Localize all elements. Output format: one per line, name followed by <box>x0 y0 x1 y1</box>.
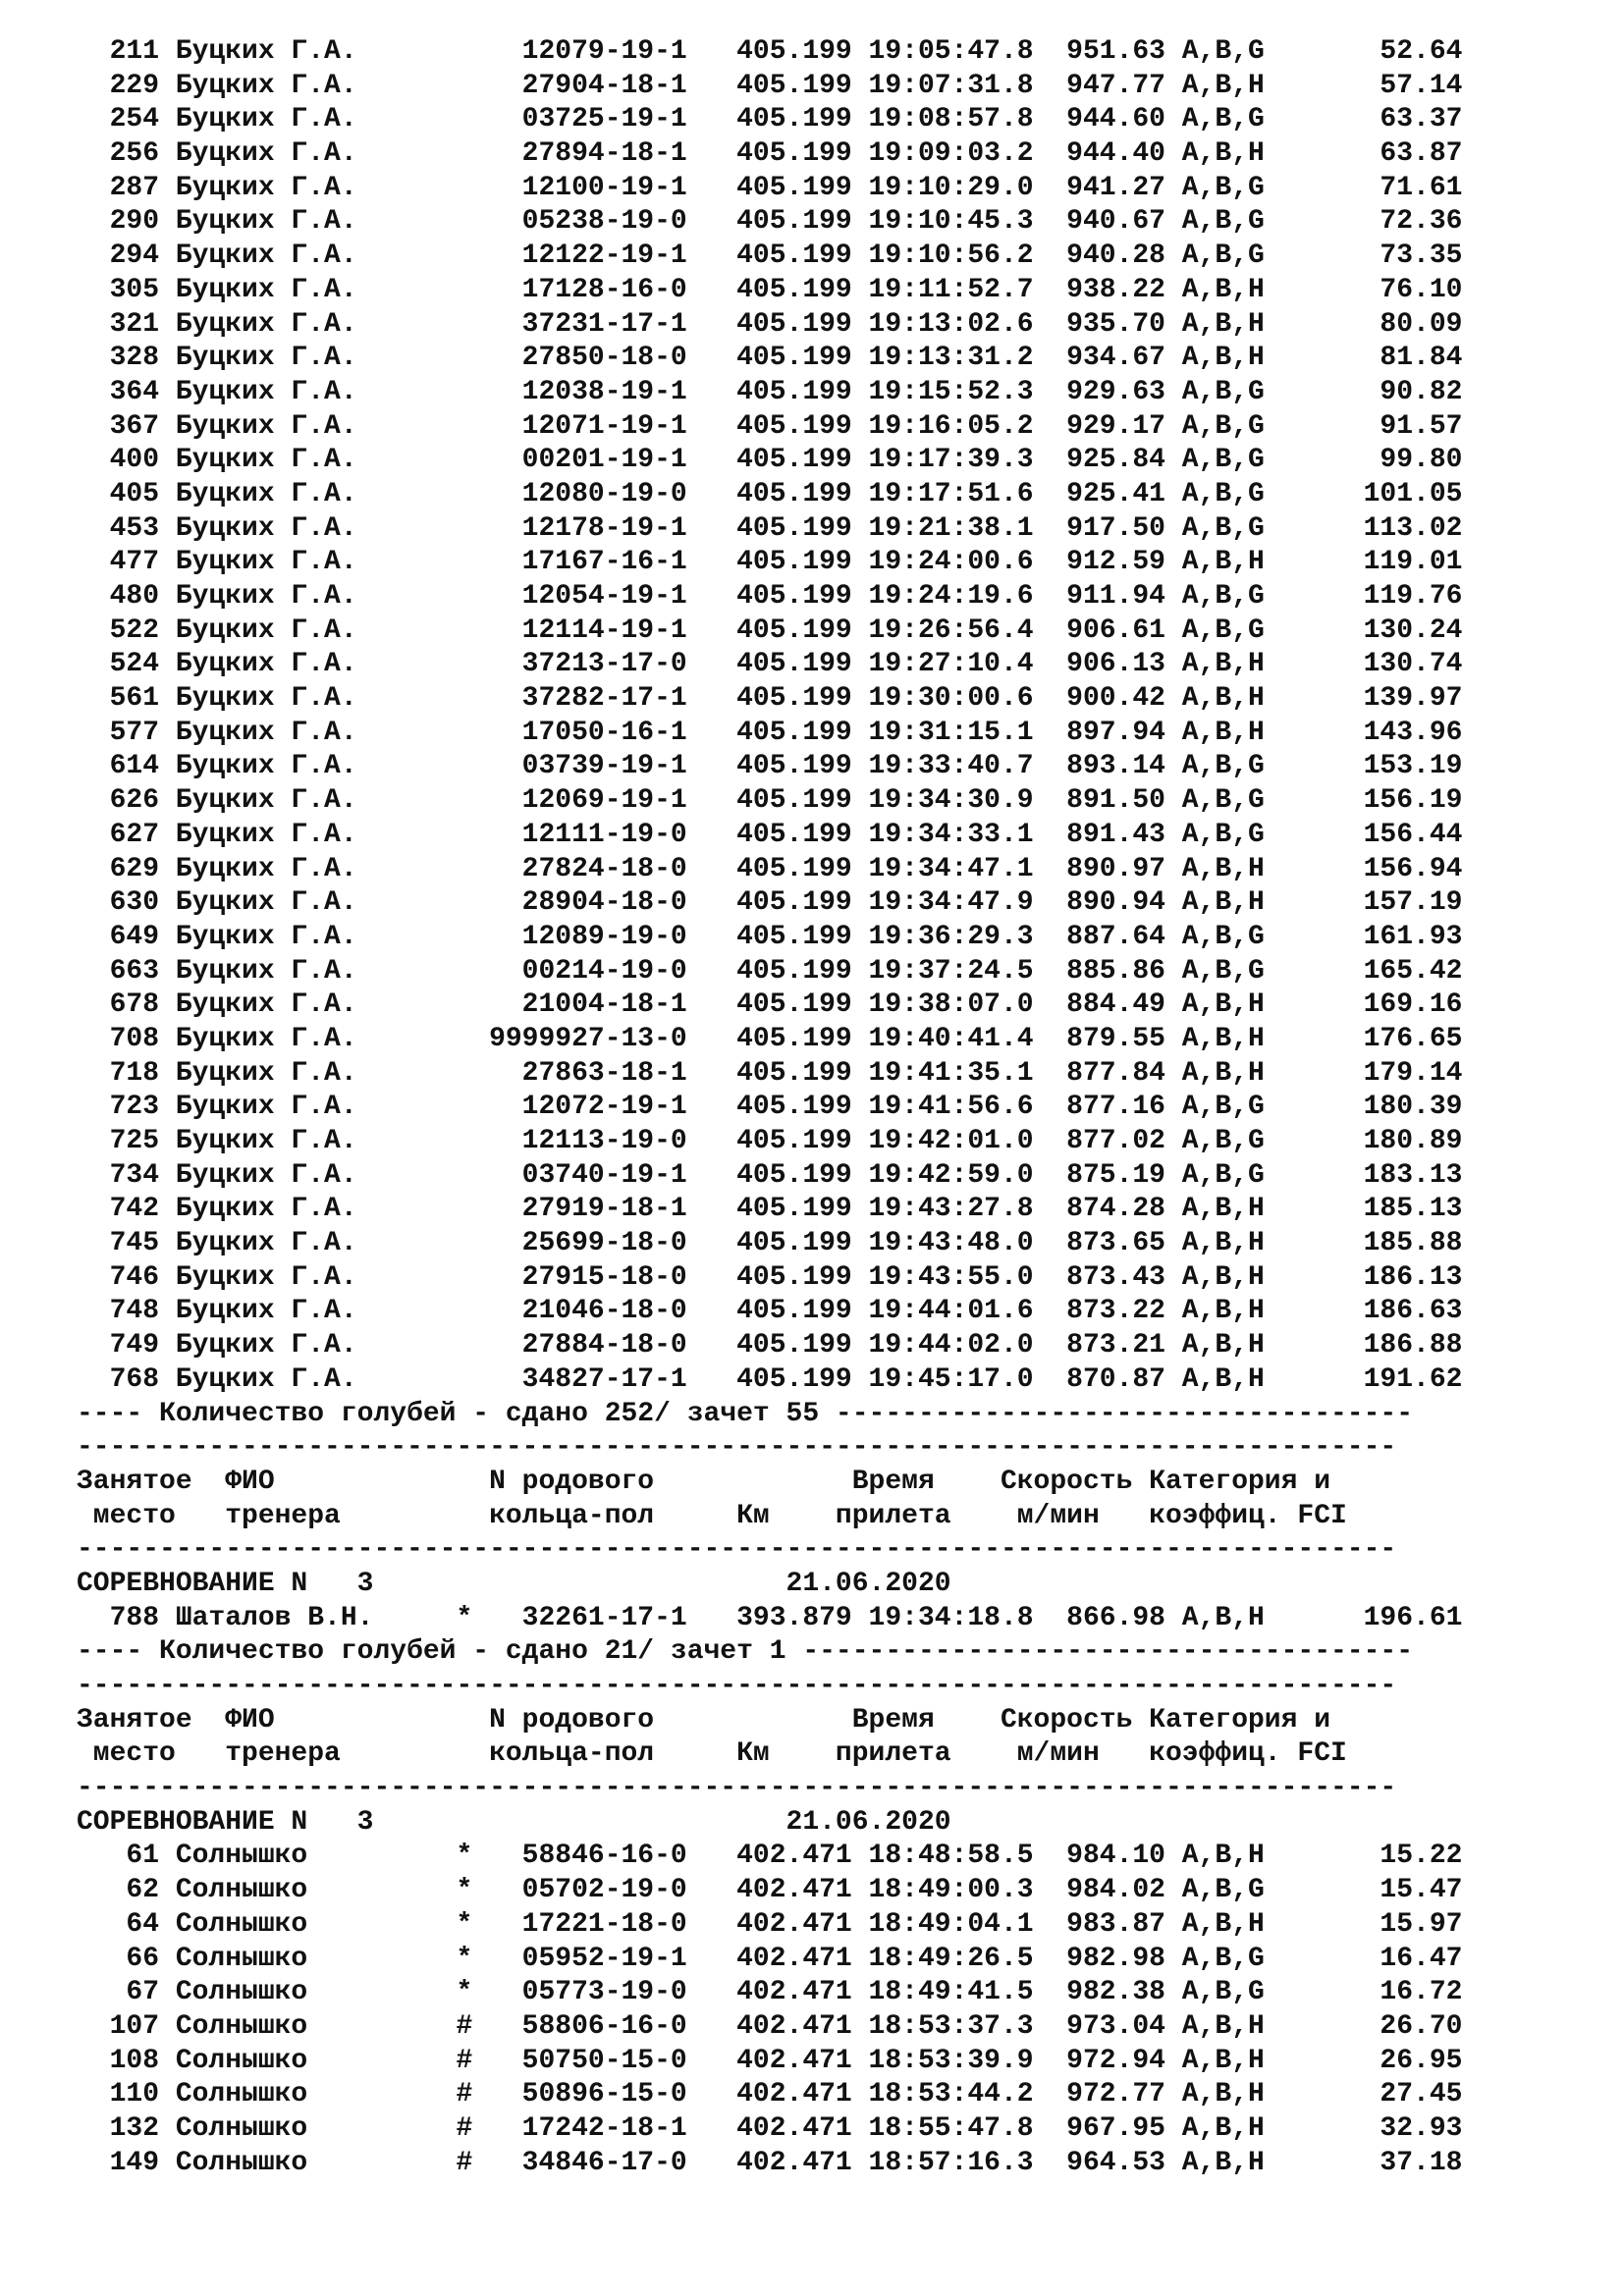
result-line: 254 Буцких Г.А. 03725-19-1 405.199 19:08:57.8 944.60 A,B,G 63.37 <box>77 104 1463 135</box>
result-line: 745 Буцких Г.А. 25699-18-0 405.199 19:43:48.0 873.65 A,B,H 185.88 <box>77 1228 1463 1259</box>
result-line: 708 Буцких Г.А. 9999927-13-0 405.199 19:40:41.4 879.55 A,B,H 176.65 <box>77 1023 1463 1054</box>
result-line: 149 Солнышко # 34846-17-0 402.471 18:57:16.3 964.53 A,B,H 37.18 <box>77 2147 1463 2178</box>
result-line: 627 Буцких Г.А. 12111-19-0 405.199 19:34:33.1 891.43 A,B,G 156.44 <box>77 819 1463 850</box>
result-line: 67 Солнышко * 05773-19-0 402.471 18:49:41.5 982.38 A,B,G 16.72 <box>77 1977 1463 2008</box>
result-line: 748 Буцких Г.А. 21046-18-0 405.199 19:44:01.6 873.22 A,B,H 186.63 <box>77 1296 1463 1327</box>
result-line: 108 Солнышко # 50750-15-0 402.471 18:53:39.9 972.94 A,B,H 26.95 <box>77 2045 1463 2076</box>
result-line: 400 Буцких Г.А. 00201-19-1 405.199 19:17:39.3 925.84 A,B,G 99.80 <box>77 445 1463 476</box>
column-header-line: Занятое ФИО N родового Время Скорость Категория и <box>77 1466 1331 1497</box>
result-line: 62 Солнышко * 05702-19-0 402.471 18:49:00.3 984.02 A,B,G 15.47 <box>77 1875 1463 1906</box>
result-line: 725 Буцких Г.А. 12113-19-0 405.199 19:42:01.0 877.02 A,B,G 180.89 <box>77 1126 1463 1156</box>
result-line: 663 Буцких Г.А. 00214-19-0 405.199 19:37:24.5 885.86 A,B,G 165.42 <box>77 955 1463 987</box>
competition-header-line: СОРЕВНОВАНИЕ N 3 21.06.2020 <box>77 1568 951 1599</box>
result-line: 328 Буцких Г.А. 27850-18-0 405.199 19:13:31.2 934.67 A,B,H 81.84 <box>77 343 1463 374</box>
result-line: 626 Буцких Г.А. 12069-19-1 405.199 19:34:30.9 891.50 A,B,G 156.19 <box>77 785 1463 817</box>
result-line: 524 Буцких Г.А. 37213-17-0 405.199 19:27:10.4 906.13 A,B,H 130.74 <box>77 649 1463 680</box>
result-line: 64 Солнышко * 17221-18-0 402.471 18:49:04.1 983.87 A,B,H 15.97 <box>77 1908 1463 1940</box>
result-line: 630 Буцких Г.А. 28904-18-0 405.199 19:34:47.9 890.94 A,B,H 157.19 <box>77 887 1463 919</box>
result-line: 294 Буцких Г.А. 12122-19-1 405.199 19:10:56.2 940.28 A,B,G 73.35 <box>77 240 1463 272</box>
result-line: 768 Буцких Г.А. 34827-17-1 405.199 19:45:17.0 870.87 A,B,H 191.62 <box>77 1363 1463 1395</box>
column-header-line: место тренера кольца-пол Км прилета м/мин коэффиц. FCI <box>77 1738 1347 1770</box>
result-line: 649 Буцких Г.А. 12089-19-0 405.199 19:36:29.3 887.64 A,B,G 161.93 <box>77 921 1463 952</box>
result-line: 742 Буцких Г.А. 27919-18-1 405.199 19:43:27.8 874.28 A,B,H 185.13 <box>77 1194 1463 1225</box>
result-line: 678 Буцких Г.А. 21004-18-1 405.199 19:38:07.0 884.49 A,B,H 169.16 <box>77 989 1463 1021</box>
result-line: 256 Буцких Г.А. 27894-18-1 405.199 19:09:03.2 944.40 A,B,H 63.87 <box>77 138 1463 170</box>
result-line: 746 Буцких Г.А. 27915-18-0 405.199 19:43:55.0 873.43 A,B,H 186.13 <box>77 1261 1463 1293</box>
result-line: 229 Буцких Г.А. 27904-18-1 405.199 19:07:31.8 947.77 A,B,H 57.14 <box>77 70 1463 101</box>
result-line: 287 Буцких Г.А. 12100-19-1 405.199 19:10:29.0 941.27 A,B,G 71.61 <box>77 172 1463 203</box>
summary-line: ---- Количество голубей - сдано 21/ зачет 1 ------------------------------------- <box>77 1636 1414 1668</box>
result-line: 405 Буцких Г.А. 12080-19-0 405.199 19:17:51.6 925.41 A,B,G 101.05 <box>77 478 1463 509</box>
competition-header-line: СОРЕВНОВАНИЕ N 3 21.06.2020 <box>77 1806 951 1838</box>
results-document <box>77 35 1462 2180</box>
result-line: 522 Буцких Г.А. 12114-19-1 405.199 19:26:56.4 906.61 A,B,G 130.24 <box>77 614 1463 646</box>
result-line: 211 Буцких Г.А. 12079-19-1 405.199 19:05:47.8 951.63 A,B,G 52.64 <box>77 36 1463 67</box>
result-line: 614 Буцких Г.А. 03739-19-1 405.199 19:33:40.7 893.14 A,B,G 153.19 <box>77 751 1463 782</box>
result-line: 66 Солнышко * 05952-19-1 402.471 18:49:26.5 982.98 A,B,G 16.47 <box>77 1943 1463 1974</box>
column-header-line: место тренера кольца-пол Км прилета м/мин коэффиц. FCI <box>77 1500 1347 1531</box>
result-line: 480 Буцких Г.А. 12054-19-1 405.199 19:24:19.6 911.94 A,B,G 119.76 <box>77 581 1463 612</box>
divider-line: -------------------------------------------------------------------------------- <box>77 1773 1397 1804</box>
result-line: 718 Буцких Г.А. 27863-18-1 405.199 19:41:35.1 877.84 A,B,H 179.14 <box>77 1057 1463 1089</box>
result-line: 107 Солнышко # 58806-16-0 402.471 18:53:37.3 973.04 A,B,H 26.70 <box>77 2010 1463 2042</box>
result-line: 453 Буцких Г.А. 12178-19-1 405.199 19:21:38.1 917.50 A,B,G 113.02 <box>77 512 1463 544</box>
result-line: 305 Буцких Г.А. 17128-16-0 405.199 19:11:52.7 938.22 A,B,H 76.10 <box>77 274 1463 305</box>
result-line: 110 Солнышко # 50896-15-0 402.471 18:53:44.2 972.77 A,B,H 27.45 <box>77 2079 1463 2110</box>
result-line: 723 Буцких Г.А. 12072-19-1 405.199 19:41:56.6 877.16 A,B,G 180.39 <box>77 1092 1463 1123</box>
result-line: 321 Буцких Г.А. 37231-17-1 405.199 19:13:02.6 935.70 A,B,H 80.09 <box>77 308 1463 340</box>
divider-line: -------------------------------------------------------------------------------- <box>77 1534 1397 1566</box>
divider-line: -------------------------------------------------------------------------------- <box>77 1432 1397 1464</box>
result-line: 734 Буцких Г.А. 03740-19-1 405.199 19:42:59.0 875.19 A,B,G 183.13 <box>77 1159 1463 1191</box>
result-line: 364 Буцких Г.А. 12038-19-1 405.199 19:15:52.3 929.63 A,B,G 90.82 <box>77 376 1463 407</box>
result-line: 788 Шаталов В.Н. * 32261-17-1 393.879 19:34:18.8 866.98 A,B,H 196.61 <box>77 1602 1463 1633</box>
summary-line: ---- Количество голубей - сдано 252/ зачет 55 ----------------------------------- <box>77 1398 1414 1429</box>
column-header-line: Занятое ФИО N родового Время Скорость Категория и <box>77 1704 1331 1735</box>
result-line: 132 Солнышко # 17242-18-1 402.471 18:55:47.8 967.95 A,B,H 32.93 <box>77 2112 1463 2144</box>
result-line: 577 Буцких Г.А. 17050-16-1 405.199 19:31:15.1 897.94 A,B,H 143.96 <box>77 717 1463 748</box>
result-line: 61 Солнышко * 58846-16-0 402.471 18:48:58.5 984.10 A,B,H 15.22 <box>77 1841 1463 1872</box>
divider-line: -------------------------------------------------------------------------------- <box>77 1671 1397 1701</box>
result-line: 367 Буцких Г.А. 12071-19-1 405.199 19:16:05.2 929.17 A,B,G 91.57 <box>77 410 1463 442</box>
result-line: 749 Буцких Г.А. 27884-18-0 405.199 19:44:02.0 873.21 A,B,H 186.88 <box>77 1330 1463 1362</box>
result-line: 629 Буцких Г.А. 27824-18-0 405.199 19:34:47.1 890.97 A,B,H 156.94 <box>77 853 1463 884</box>
result-line: 290 Буцких Г.А. 05238-19-0 405.199 19:10:45.3 940.67 A,B,G 72.36 <box>77 206 1463 238</box>
result-line: 561 Буцких Г.А. 37282-17-1 405.199 19:30:00.6 900.42 A,B,H 139.97 <box>77 683 1463 715</box>
result-line: 477 Буцких Г.А. 17167-16-1 405.199 19:24:00.6 912.59 A,B,H 119.01 <box>77 547 1463 578</box>
